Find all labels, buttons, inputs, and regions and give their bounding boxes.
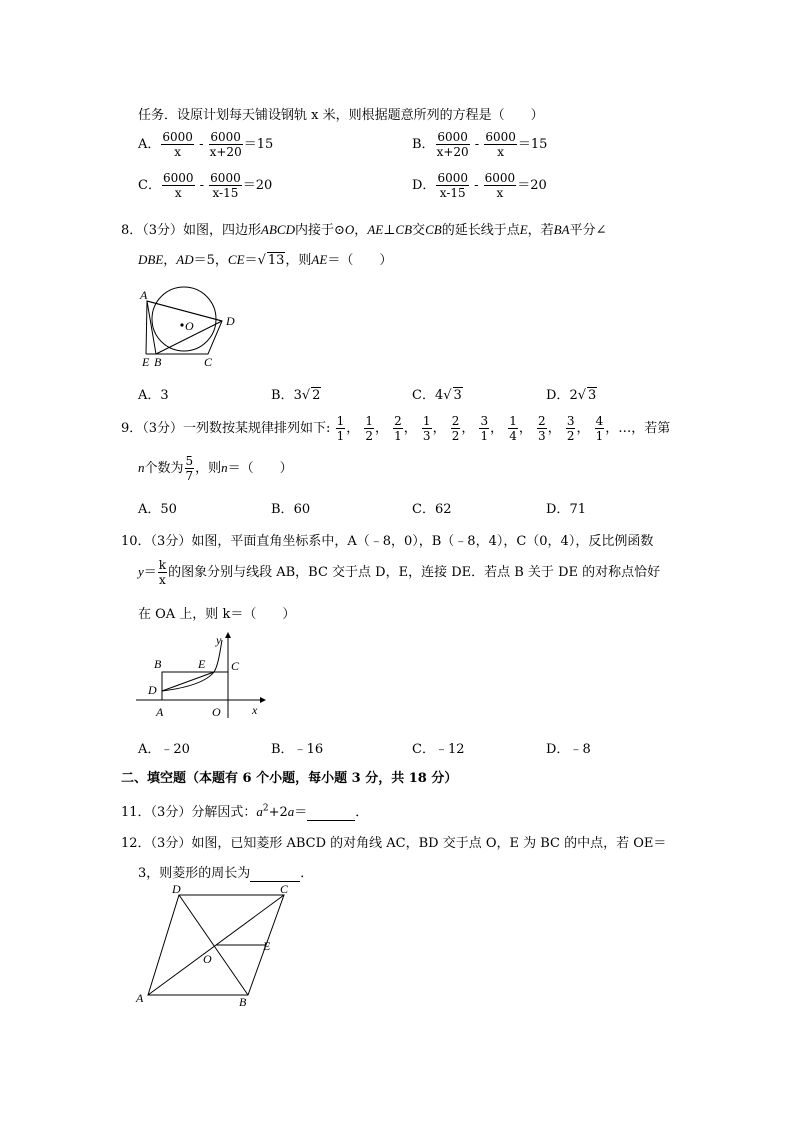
q8-stem-line2: DBE，AD＝5，CE＝√ 13，则AE＝（ ） xyxy=(138,252,393,268)
x-axis-arrow xyxy=(260,697,266,703)
seq-term: $\frac{3}{2}$ xyxy=(566,414,575,443)
fraction: $\frac{k}{x}$ xyxy=(158,558,167,587)
label-d: D xyxy=(226,314,235,328)
minus-sign: - xyxy=(195,178,209,193)
q8-option-b[interactable]: B．3√ 2 xyxy=(271,388,321,403)
fraction: $\frac{6000}{x}$ xyxy=(484,171,516,200)
label-x: x xyxy=(252,703,258,717)
label-e: E xyxy=(142,355,150,369)
q7-stem-tail: 任务．设原计划每天铺设钢轨 x 米，则根据题意所列的方程是（ ） xyxy=(138,108,544,123)
label-d: D xyxy=(148,683,157,697)
seq-term: $\frac{2}{1}$ xyxy=(394,414,402,443)
center-dot xyxy=(180,323,183,326)
q7-option-d[interactable] xyxy=(412,171,547,200)
q7-option-a[interactable] xyxy=(138,130,273,159)
hyperbola-curve xyxy=(162,640,222,691)
q8-option-d[interactable]: D．2√ 3 xyxy=(546,388,597,403)
minus-sign: - xyxy=(470,137,484,152)
label-o: O xyxy=(203,952,212,966)
fraction: $\frac{5}{7}$ xyxy=(185,454,194,483)
option-letter: B． xyxy=(412,137,435,152)
seq-term: $\frac{1}{1}$ xyxy=(336,414,345,443)
q10-option-a[interactable]: A．﹣20 xyxy=(138,742,190,757)
seq-term: $\frac{1}{3}$ xyxy=(422,414,431,443)
q10-stem-line1: 10．（3分）如图，平面直角坐标系中，A（﹣8，0），B（﹣8，4），C（0，4），反比例函数 xyxy=(121,534,654,549)
rectangle-abco xyxy=(162,672,228,700)
q10-coordinate-figure xyxy=(136,630,266,720)
q8-option-a[interactable]: A．3 xyxy=(138,388,169,403)
segment-ad xyxy=(147,301,222,321)
label-c: C xyxy=(231,659,240,673)
seq-term: $\frac{1}{2}$ xyxy=(365,414,373,443)
minus-sign: - xyxy=(194,137,208,152)
q9-stem-line2: n个数为 $\frac{5}{7}$ ，则n＝（ ） xyxy=(138,454,293,483)
q10-stem-line3: 在 OA 上，则 k＝（ ） xyxy=(138,607,296,622)
segment-de xyxy=(162,672,214,691)
circle-o xyxy=(152,287,216,351)
q10-stem-line2: y＝ $\frac{k}{x}$ 的图象分别与线段 AB，BC 交于点 D，E，连接 DE．若点 B 关于 DE 的对称点恰好 xyxy=(138,558,661,587)
option-letter: C． xyxy=(138,178,161,193)
label-a: A xyxy=(136,991,144,1005)
y-axis-arrow xyxy=(225,632,231,638)
q9-option-d[interactable]: D．71 xyxy=(546,502,586,517)
fraction: $\frac{6000}{x-15}$ xyxy=(437,171,468,200)
q8-stem-line1: 8．（3分）如图，四边形ABCD内接于⊙O，AE⊥CB交CB的延长线于点E，若BA平分∠ xyxy=(121,222,607,238)
fraction: $\frac{6000}{x+20}$ xyxy=(436,130,469,159)
answer-blank[interactable] xyxy=(307,805,355,821)
seq-term: $\frac{2}{3}$ xyxy=(538,414,546,443)
minus-sign: - xyxy=(469,178,483,193)
q9-stem-line1: 9．（3分）一列数按某规律排列如下: $\frac{1}{1}$ ， $\frac{1}{2}$ ， $\frac{2}{1}$ ， $\frac{1}{3}$ ， $\frac{2}{2}$ ， $\frac{3}{1}$ ， $\frac{1}{4}$ ， $\frac{2}{3}$ ， $\frac{3}{2}$ ， $\frac{4}{1}$ ，…，若第 xyxy=(121,414,671,443)
q10-option-c[interactable]: C．﹣12 xyxy=(412,742,465,757)
label-c: C xyxy=(280,884,289,896)
seq-term: $\frac{2}{2}$ xyxy=(451,414,460,443)
fraction: $\frac{6000}{x}$ xyxy=(485,130,516,159)
seq-term: $\frac{4}{1}$ xyxy=(595,414,604,443)
fraction: $\frac{6000}{x+20}$ xyxy=(209,130,242,159)
section-heading: 二、填空题（本题有 6 个小题，每小题 3 分，共 18 分） xyxy=(121,771,458,786)
fraction: $\frac{6000}{x}$ xyxy=(162,171,194,200)
q9-option-a[interactable]: A．50 xyxy=(138,502,177,517)
seq-term: $\frac{3}{1}$ xyxy=(480,414,489,443)
label-d: D xyxy=(172,884,181,896)
q10-option-d[interactable]: D．﹣8 xyxy=(546,742,591,757)
label-e: E xyxy=(198,657,206,671)
label-o: O xyxy=(212,705,221,719)
option-letter: A． xyxy=(138,137,161,152)
q10-option-b[interactable]: B．﹣16 xyxy=(271,742,324,757)
q7-option-b[interactable] xyxy=(412,130,547,159)
q12-stem-line2: 3，则菱形的周长为 ． xyxy=(138,866,314,881)
option-letter: D． xyxy=(412,178,436,193)
label-c: C xyxy=(204,355,213,369)
label-b: B xyxy=(239,995,247,1009)
q9-option-c[interactable]: C．62 xyxy=(412,502,452,517)
q8-option-c[interactable]: C．4√ 3 xyxy=(412,388,462,403)
answer-blank[interactable] xyxy=(250,866,300,882)
label-e: E xyxy=(263,939,271,953)
fraction: $\frac{6000}{x-15}$ xyxy=(210,171,241,200)
label-b: B xyxy=(154,657,162,671)
fraction: $\frac{6000}{x}$ xyxy=(162,130,193,159)
rhs: ＝15 xyxy=(243,137,274,152)
rhs: ＝20 xyxy=(242,178,273,193)
label-y: y xyxy=(216,633,222,647)
seq-term: $\frac{1}{4}$ xyxy=(509,414,517,443)
q9-option-b[interactable]: B．60 xyxy=(271,502,311,517)
label-a: A xyxy=(140,288,148,302)
segment-ae xyxy=(146,301,147,354)
q8-circle-figure xyxy=(136,285,246,373)
q11-stem: 11．（3分）分解因式：$a^2+2a=$ ． xyxy=(121,803,369,820)
label-o: O xyxy=(185,319,194,333)
q12-rhombus-figure xyxy=(132,884,297,1014)
q7-option-c[interactable] xyxy=(138,171,272,200)
label-b: B xyxy=(154,355,162,369)
rhs: ＝15 xyxy=(517,137,548,152)
label-a: A xyxy=(156,705,164,719)
q12-stem-line1: 12．（3分）如图，已知菱形 ABCD 的对角线 AC，BD 交于点 O，E 为 BC 的中点，若 OE＝ xyxy=(121,836,667,851)
rhs: ＝20 xyxy=(517,178,547,193)
